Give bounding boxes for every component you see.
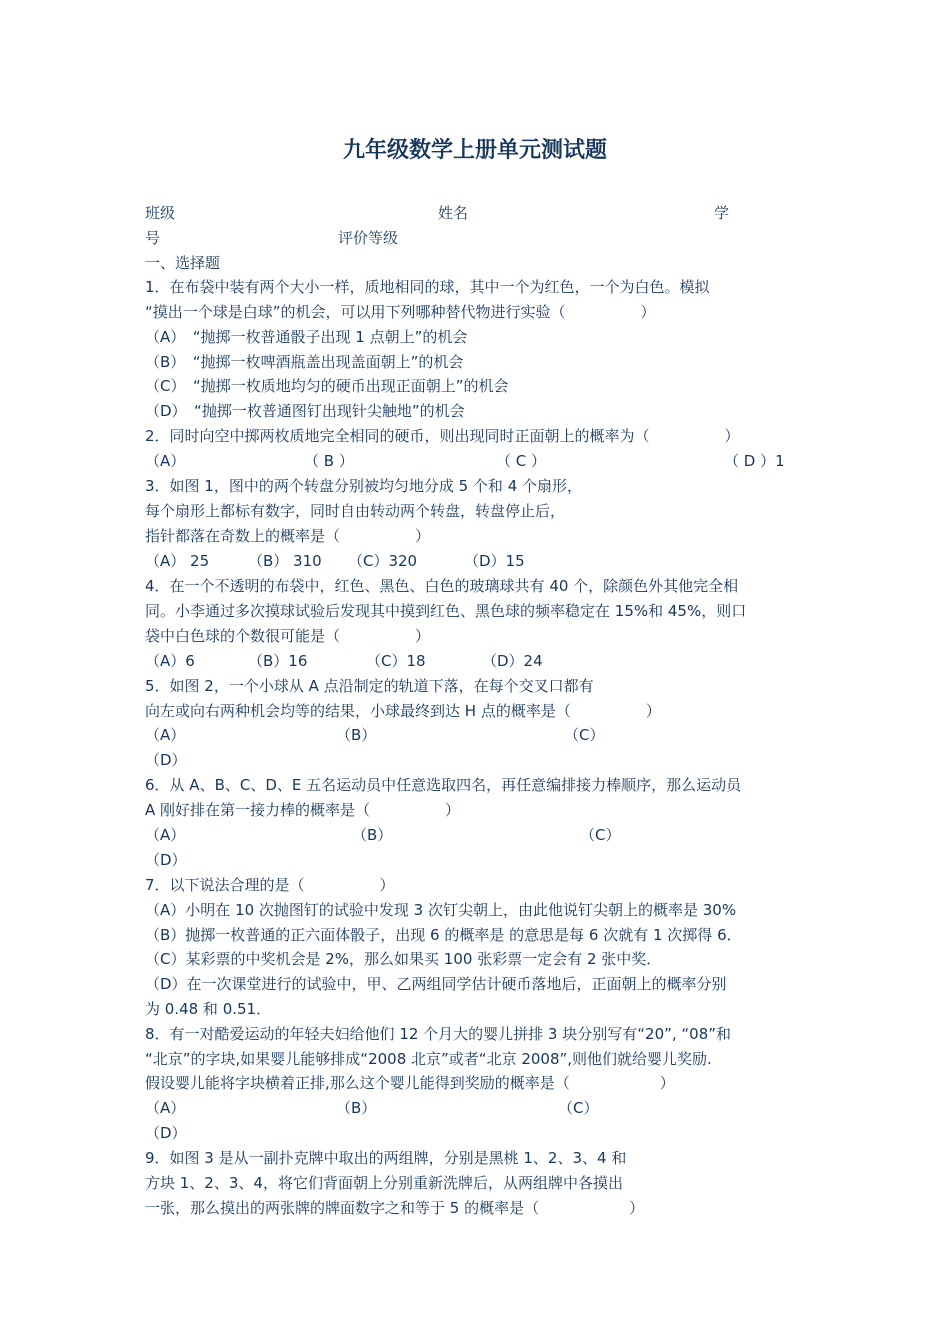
question-6-option-b: （B） xyxy=(352,826,393,844)
question-4-line-2: 同。小李通过多次摸球试验后发现其中摸到红色、黑色球的频率稳定在 15%和 45%，则口 xyxy=(145,602,747,620)
question-8-option-b: （B） xyxy=(336,1099,377,1117)
question-7-option-d-line-2: 为 0.48 和 0.51． xyxy=(145,1000,272,1018)
question-8-line-3: 假设婴儿能将字块横着正排,那么这个婴儿能得到奖励的概率是（ ） xyxy=(145,1074,675,1092)
section-heading: 一、选择题 xyxy=(145,254,221,272)
question-3-line-2: 每个扇形上都标有数字，同时自由转动两个转盘，转盘停止后， xyxy=(145,502,566,520)
question-5-line-1: 5．如图 2，一个小球从 A 点沿制定的轨道下落，在每个交叉口都有 xyxy=(145,677,594,695)
question-1-line-1: 1．在布袋中装有两个大小一样，质地相同的球，其中一个为红色，一个为白色。模拟 xyxy=(145,278,710,296)
question-2-line-1: 2．同时向空中掷两枚质地完全相同的硬币，则出现同时正面朝上的概率为（ ） xyxy=(145,427,740,445)
question-3-option-c: （C）320 xyxy=(348,552,418,570)
question-5-line-2: 向左或向右两种机会均等的结果，小球最终到达 H 点的概率是（ ） xyxy=(145,702,661,720)
page-title: 九年级数学上册单元测试题 xyxy=(342,137,607,163)
question-3-option-a: （A） 25 xyxy=(145,552,210,570)
question-7-option-b: （B）抛掷一枚普通的正六面体骰子，出现 6 的概率是 的意思是每 6 次就有 1 次掷得 6． xyxy=(145,926,742,944)
class-label: 班级 xyxy=(145,204,176,222)
question-1-option-d: （D） “抛掷一枚普通图钉出现针尖触地”的机会 xyxy=(145,402,465,420)
question-5-option-d: （D） xyxy=(145,751,187,769)
question-6-line-2: A 刚好排在第一接力棒的概率是（ ） xyxy=(145,801,461,819)
question-1-line-2: “摸出一个球是白球”的机会，可以用下列哪种替代物进行实验（ ） xyxy=(145,303,656,321)
question-3-line-1: 3．如图 1，图中的两个转盘分别被均匀地分成 5 个和 4 个扇形， xyxy=(145,477,583,495)
question-7-option-c: （C）某彩票的中奖机会是 2%，那么如果买 100 张彩票一定会有 2 张中奖． xyxy=(145,950,662,968)
question-5-option-c: （C） xyxy=(564,726,605,744)
question-4-option-c: （C）18 xyxy=(366,652,426,670)
student-number-label-part1: 学 xyxy=(714,204,730,222)
question-2-option-a: （A） xyxy=(145,452,186,470)
question-8-line-2: “北京”的字块,如果婴儿能够排成“2008 北京”或者“北京 2008”,则他们就给婴儿奖励. xyxy=(145,1050,712,1068)
question-6-option-c: （C） xyxy=(580,826,621,844)
question-3-option-b: （B） 310 xyxy=(248,552,322,570)
question-3-option-d: （D）15 xyxy=(464,552,525,570)
question-8-option-c: （C） xyxy=(558,1099,599,1117)
question-6-option-d: （D） xyxy=(145,851,187,869)
question-6-line-1: 6．从 A、B、C、D、E 五名运动员中任意选取四名，再任意编排接力棒顺序，那么运动员 xyxy=(145,776,742,794)
question-2-option-b: （ B ） xyxy=(304,452,354,470)
question-9-line-1: 9．如图 3 是从一副扑克牌中取出的两组牌，分别是黑桃 1、2、3、4 和 xyxy=(145,1149,627,1167)
question-4-option-a: （A）6 xyxy=(145,652,195,670)
question-7-option-a: （A）小明在 10 次抛图钉的试验中发现 3 次钉尖朝上，由此他说钉尖朝上的概率是 30% xyxy=(145,901,737,919)
question-9-line-2: 方块 1、2、3、4，将它们背面朝上分别重新洗牌后，从两组牌中各摸出 xyxy=(145,1174,623,1192)
question-2-option-d: （ D ）1 xyxy=(724,452,785,470)
question-2-option-c: （ C ） xyxy=(496,452,547,470)
grade-label: 评价等级 xyxy=(338,229,399,247)
question-6-option-a: （A） xyxy=(145,826,186,844)
question-7-line-1: 7．以下说法合理的是（ ） xyxy=(145,876,395,894)
question-4-line-1: 4．在一个不透明的布袋中，红色、黑色、白色的玻璃球共有 40 个，除颜色外其他完全相 xyxy=(145,577,739,595)
question-4-option-b: （B）16 xyxy=(248,652,308,670)
question-1-option-b: （B） “抛掷一枚啤酒瓶盖出现盖面朝上”的机会 xyxy=(145,353,464,371)
question-5-option-a: （A） xyxy=(145,726,186,744)
question-1-option-a: （A） “抛掷一枚普通骰子出现 1 点朝上”的机会 xyxy=(145,328,468,346)
question-4-line-3: 袋中白色球的个数很可能是（ ） xyxy=(145,627,431,645)
question-3-line-3: 指针都落在奇数上的概率是（ ） xyxy=(145,527,431,545)
question-1-option-c: （C） “抛掷一枚质地均匀的硬币出现正面朝上”的机会 xyxy=(145,377,509,395)
question-9-line-3: 一张，那么摸出的两张牌的牌面数字之和等于 5 的概率是（ ） xyxy=(145,1199,645,1217)
question-8-option-a: （A） xyxy=(145,1099,186,1117)
question-7-option-d-line-1: （D）在一次课堂进行的试验中，甲、乙两组同学估计硬币落地后，正面朝上的概率分别 xyxy=(145,975,727,993)
question-4-option-d: （D）24 xyxy=(482,652,543,670)
question-5-option-b: （B） xyxy=(336,726,377,744)
student-number-label-part2: 号 xyxy=(145,229,161,247)
question-8-option-d: （D） xyxy=(145,1124,187,1142)
name-label: 姓名 xyxy=(438,204,469,222)
question-8-line-1: 8．有一对酷爱运动的年轻夫妇给他们 12 个月大的婴儿拼排 3 块分别写有“20”, “08”和 xyxy=(145,1025,732,1043)
